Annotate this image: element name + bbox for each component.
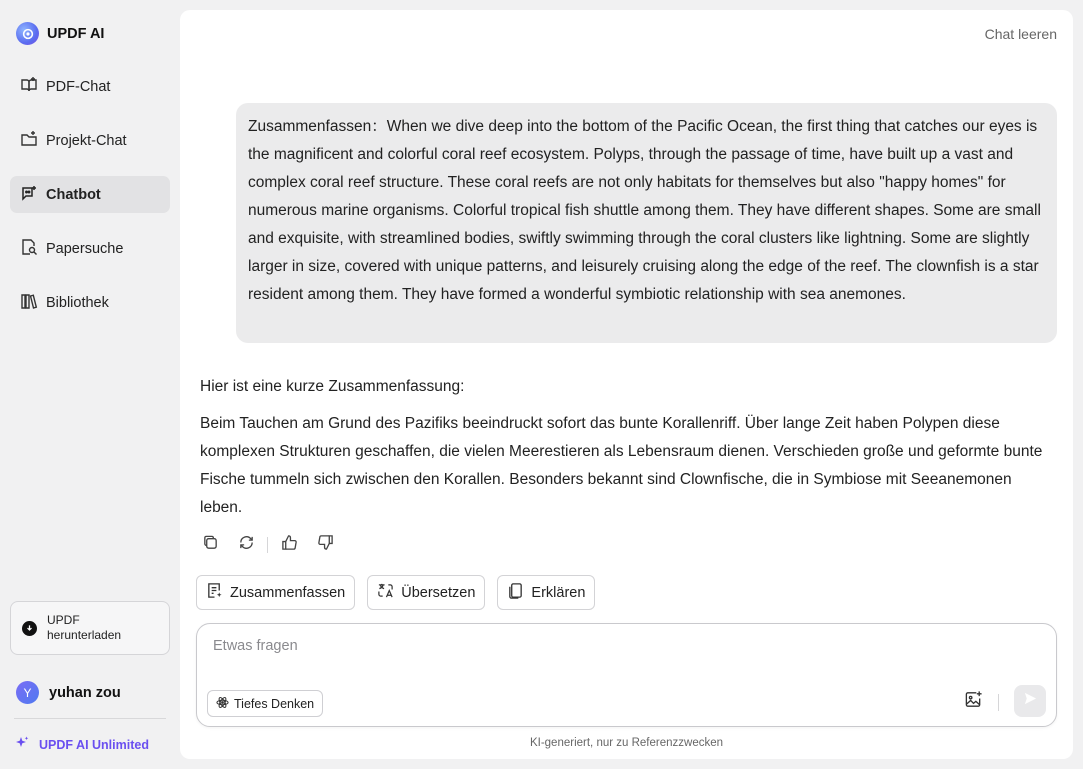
sidebar-item-projekt-chat[interactable] (10, 122, 170, 159)
thumbs-down-button[interactable] (315, 535, 335, 555)
thumbs-down-icon (317, 534, 334, 556)
quick-actions (196, 575, 595, 610)
composer (196, 623, 1057, 727)
upgrade-link[interactable] (15, 736, 149, 753)
brand-name: UPDF AI (47, 25, 105, 42)
user-message-bubble: Zusammenfassen：When we dive deep into the bottom of the Pacific Ocean, the first thing that catches our eyes is the magnificent and colorful coral reef ecosystem. Polyps, through the passage of time, have built up a vast and complex coral reef structure. These coral reefs are not only habitats for themselves but also "happy homes" for numerous marine organisms. Colorful tropical fish shuttle among them. They have different shapes. Some are small and exquisite, with streamlined bodies, swiftly swimming through the coral clusters like lightning. Some are slightly larger in size, covered with unique patterns, and leisurely cruising along the edge of the reef. The clownfish is a star resident among them. They have formed a wonderful symbiotic relationship with sea anemones. (236, 103, 1057, 343)
sidebar-item-label: Chatbot (46, 186, 101, 203)
upgrade-label: UPDF AI Unlimited (39, 737, 149, 752)
answer-intro: Hier ist eine kurze Zusammenfassung: (200, 378, 465, 395)
actions-divider (267, 537, 268, 553)
image-upload-button[interactable] (962, 691, 984, 713)
sidebar-item-label: PDF-Chat (46, 78, 111, 95)
chip-label: Übersetzen (401, 584, 476, 601)
composer-divider (998, 694, 999, 711)
thumbs-up-icon (281, 534, 298, 556)
download-updf-button[interactable] (10, 601, 170, 655)
chat-panel (180, 10, 1073, 759)
sidebar-item-label: Projekt-Chat (46, 132, 127, 149)
explain-icon (507, 582, 524, 603)
ai-disclaimer: KI-generiert, nur zu Referenzzwecken (529, 737, 724, 749)
sidebar-item-bibliothek[interactable] (10, 284, 170, 321)
summarize-icon (206, 582, 223, 603)
sidebar-item-label: Bibliothek (46, 294, 109, 311)
download-icon (22, 621, 37, 636)
deep-think-toggle[interactable] (207, 690, 323, 717)
atom-icon (216, 696, 229, 712)
folder-chat-icon (20, 130, 38, 152)
sidebar-item-pdf-chat[interactable] (10, 68, 170, 105)
clear-chat-button[interactable]: Chat leeren (984, 26, 1057, 42)
avatar: Y (16, 681, 39, 704)
chip-label: Zusammenfassen (230, 584, 346, 601)
chip-label: Erklären (531, 584, 586, 601)
image-add-icon (964, 690, 983, 714)
copy-icon (202, 534, 219, 556)
chat-input[interactable] (213, 638, 1013, 654)
answer-actions (200, 535, 335, 555)
paper-search-icon (20, 238, 38, 260)
user-profile[interactable] (16, 681, 121, 704)
sidebar-nav (10, 68, 170, 338)
copy-button[interactable] (200, 535, 220, 555)
explain-chip[interactable] (497, 575, 595, 610)
book-open-icon (20, 76, 38, 98)
sidebar-item-label: Papersuche (46, 240, 124, 257)
refresh-icon (238, 534, 255, 556)
send-button[interactable] (1014, 685, 1046, 717)
translate-chip[interactable] (367, 575, 485, 610)
send-icon (1023, 691, 1038, 711)
summarize-chip[interactable] (196, 575, 355, 610)
thumbs-up-button[interactable] (279, 535, 299, 555)
sparkle-icon (15, 736, 29, 753)
regenerate-button[interactable] (236, 535, 256, 555)
answer-body: Beim Tauchen am Grund des Pazifiks beeindruckt sofort das bunte Korallenriff. Über lange Zeit haben Polypen diese komplexen Strukturen geschaffen, die vielen Meerestieren als Lebensraum dienen. Verschieden große und geformte bunte Fische tummeln sich zwischen den Korallen. Besonders bekannt sind Clownfische, die in Symbiose mit Seeanemonen leben. (200, 415, 1043, 516)
library-icon (20, 292, 38, 314)
sidebar-item-chatbot[interactable] (10, 176, 170, 213)
user-name: yuhan zou (49, 684, 121, 701)
deep-think-label: Tiefes Denken (234, 696, 315, 711)
sidebar-item-papersuche[interactable] (10, 230, 170, 267)
brand[interactable] (16, 22, 104, 45)
sidebar-divider (14, 718, 166, 719)
translate-icon (377, 582, 394, 603)
chatbot-icon (20, 184, 38, 206)
download-label: UPDF herunterladen (47, 613, 122, 642)
updf-logo-icon (16, 22, 39, 45)
sidebar (0, 0, 180, 769)
